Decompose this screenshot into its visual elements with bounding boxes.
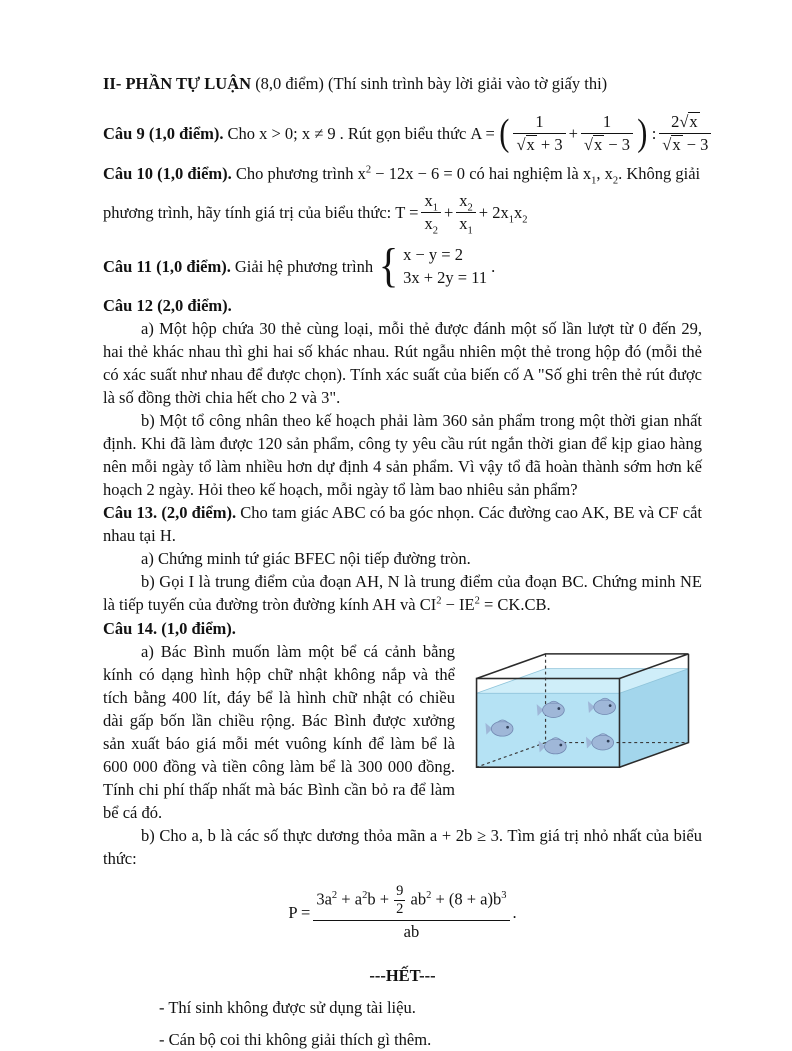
aquarium-illustration (465, 644, 702, 782)
math-token: + $2x_1x_2$ (478, 202, 528, 225)
q9-text2: . Rút gọn biểu thức (339, 123, 467, 143)
math-token: + (443, 202, 454, 222)
fraction: $\frac{1}{√x - 3}$ (581, 112, 633, 155)
q13-intro-text: Cho tam giác ABC có ba góc nhọn. Các đường cao AK, BE và CF cắt nhau tại H. (103, 503, 702, 545)
q14-block (103, 640, 702, 824)
q9-formula: A = ( $\frac{1}{√x + 3}$ + $\frac{1}{√x - 3}$ ) : $\frac{2√x}{√x - 3}$ (470, 112, 711, 155)
q11-system: { x − y = 2 3x + 2y = 11 (378, 239, 488, 292)
q9-condition: x > 0; x ≠ 9 (259, 123, 336, 143)
q10-text4: phương trình, hãy tính giá trị của biểu thức: (103, 202, 392, 222)
fraction: $\frac{2√x}{√x - 3}$ (659, 112, 711, 155)
q12-label: Câu 12 (2,0 điểm). (103, 296, 232, 315)
q14-P-formula (103, 883, 702, 942)
q13-b-text: b) Gọi I là trung điểm của đoạn AH, N là trung điểm của đoạn BC. Chứng minh NE là tiếp tuyến của đường tròn đường kính AH và (103, 572, 702, 614)
q9-label: Câu 9 (1,0 điểm). (103, 123, 224, 143)
fraction: $\frac{1}{√x + 3}$ (513, 112, 565, 155)
q10-text2: có hai nghiệm là (469, 164, 579, 183)
q12-part-a: a) Một hộp chứa 30 thẻ cùng loại, mỗi thẻ được đánh một số lần lượt từ 0 đến 29, hai thẻ khác nhau thì ghi hai số khác nhau. Rút ngẫu nhiên một thẻ trong hộp đó (mỗi thẻ có xác suất như nhau để được chọn). Tính xác suất của biến cố A "Số ghi trên thẻ rút được là số đồng thời chia hết cho 2 và 3". (103, 319, 702, 407)
q12-label-line (103, 294, 702, 317)
section-header (103, 72, 702, 95)
q9-text: Cho (227, 123, 256, 143)
math-token: P = (288, 902, 311, 922)
q11-label: Câu 11 (1,0 điểm). (103, 256, 231, 276)
math-token: . (491, 256, 496, 276)
q14-label-line (103, 617, 702, 640)
q11-eq2: 3x + 2y = 11 (403, 267, 488, 287)
question-10-line2 (103, 186, 702, 238)
q14-part-a: a) Bác Bình muốn làm một bể cá cảnh bằng kính có dạng hình hộp chữ nhật không nắp và thể tích bằng 400 lít, đáy bể là hình chữ nhật có chiều dài gấp bốn lần chiều rộng. Bác Bình được xưởng sản xuất báo giá mỗi mét vuông kính để làm bể là 600 000 đồng và tiền công làm bể là 300 000 đồng. Tính chi phí thấp nhất mà bác Bình cần bỏ ra để làm bể cá đó. (103, 642, 455, 822)
fraction: $\frac{x_2}{x_1}$ (456, 191, 476, 234)
q10-text3: . Không giải (618, 164, 701, 183)
q14-label: Câu 14. (1,0 điểm). (103, 619, 236, 638)
question-10-line1 (103, 162, 702, 185)
fraction: $\frac{x_1}{x_2}$ (421, 191, 441, 234)
q11-eq1: x − y = 2 (403, 244, 463, 264)
math-token: T = (395, 202, 419, 222)
q13-intro (103, 501, 702, 547)
P-expression (288, 883, 516, 942)
q14-part-b: b) Cho a, b là các số thực dương thỏa mãn a + 2b ≥ 3. Tìm giá trị nhỏ nhất của biểu thức: (103, 826, 702, 868)
math-token: . (512, 902, 517, 922)
question-9 (103, 104, 709, 162)
q13-part-b (103, 570, 702, 616)
math-token: : (651, 123, 657, 143)
q13-b-equation: $CI^2 - IE^2 = CK.CB$. (419, 595, 551, 614)
fraction: $3a^2 + a^2b$ + $\frac{9}{2}$ $ab^2 + (8 + a)b^3$ ab (313, 883, 509, 942)
end-marker: ---HẾT--- (369, 965, 436, 985)
q10-equation: $x^2 - 12x - 6 = 0$ (357, 164, 466, 183)
fraction: $\frac{9}{2}$ (396, 883, 404, 918)
q10-label: Câu 10 (1,0 điểm). (103, 164, 232, 183)
q10-text: Cho phương trình (235, 164, 354, 183)
q10-T-formula (395, 191, 527, 234)
q11-text: Giải hệ phương trình (234, 256, 374, 276)
q13-label: Câu 13. (2,0 điểm). (103, 503, 237, 522)
footer-note-1: - Thí sinh không được sử dụng tài liệu. (159, 997, 416, 1017)
footer-note-2: - Cán bộ coi thi không giải thích gì thêm. (159, 1029, 432, 1049)
q10-roots: $x_1$, $x_2$ (582, 164, 619, 187)
question-11 (103, 240, 702, 292)
section-header-bold: II- PHẦN TỰ LUẬN (103, 74, 252, 93)
math-token: + (568, 123, 578, 143)
math-token: A = (470, 123, 495, 143)
section-header-rest: (8,0 điểm) (Thí sinh trình bày lời giải vào tờ giấy thi) (255, 74, 608, 93)
q13-part-a: a) Chứng minh tứ giác BFEC nội tiếp đường tròn. (141, 549, 471, 568)
q12-part-b: b) Một tổ công nhân theo kế hoạch phải làm 360 sản phẩm trong một thời gian nhất định. Khi đã làm được 120 sản phẩm, công ty yêu cầu rút ngắn thời gian để kịp giao hàng nên mỗi ngày tổ làm nhiều hơn dự định 4 sản phẩm. Vì vậy tổ đã hoàn thành sớm hơn kế hoạch 2 ngày. Hỏi theo kế hoạch, mỗi ngày tổ làm bao nhiêu sản phẩm? (103, 411, 702, 499)
